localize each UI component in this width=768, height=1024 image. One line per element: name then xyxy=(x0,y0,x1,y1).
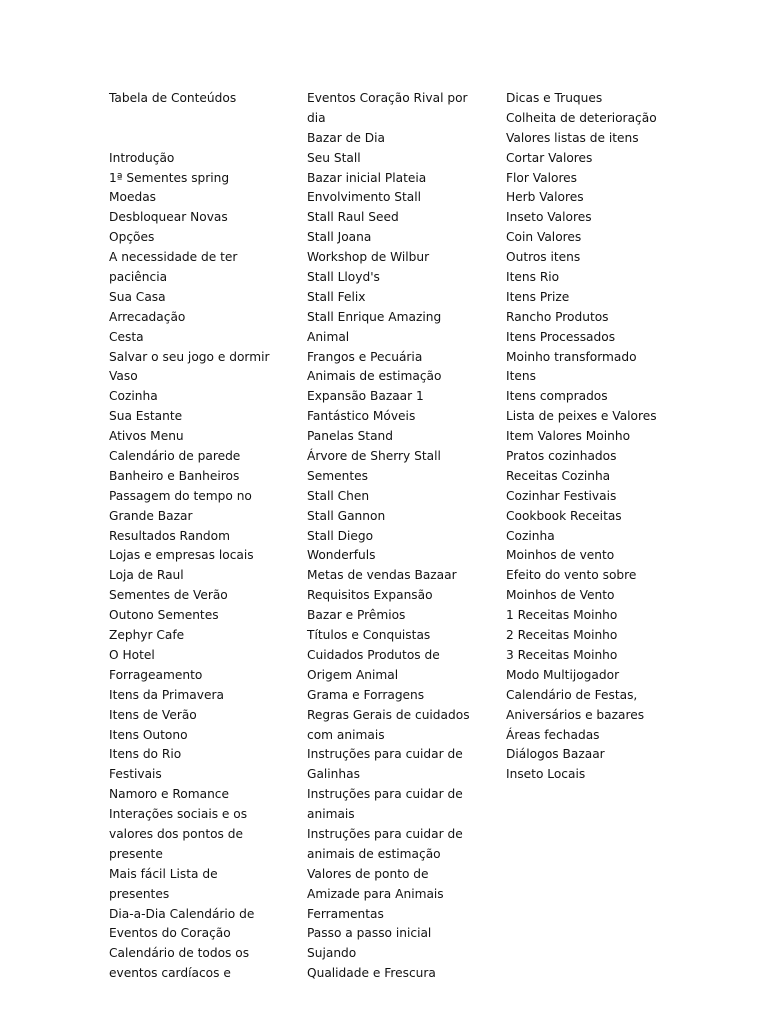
toc-entry: Passagem do tempo no xyxy=(109,488,252,503)
toc-entry: Sua Casa xyxy=(109,289,166,304)
toc-entry: Cozinha xyxy=(506,528,555,543)
toc-entry: Stall Raul Seed xyxy=(307,210,399,225)
toc-entry: Itens do Rio xyxy=(109,747,182,762)
toc-entry: Diálogos Bazaar xyxy=(506,747,605,762)
toc-entry: Stall Lloyd's xyxy=(307,270,380,285)
toc-entry: Aniversários e bazares xyxy=(506,707,645,722)
toc-entry: Cesta xyxy=(109,329,144,344)
toc-entry: Calendário de parede xyxy=(109,449,241,464)
toc-entry: Árvore de Sherry Stall xyxy=(307,449,441,464)
toc-entry: Outono Sementes xyxy=(109,608,219,623)
toc-entry: Eventos do Coração xyxy=(109,926,231,941)
toc-entry: Títulos e Conquistas xyxy=(307,628,431,643)
toc-entry: Passo a passo inicial xyxy=(307,926,432,941)
toc-entry: Itens Outono xyxy=(109,727,188,742)
toc-entry: Lista de peixes e Valores xyxy=(506,409,657,424)
toc-entry: Calendário de Festas, xyxy=(506,687,638,702)
toc-entry: Bazar de Dia xyxy=(307,130,385,145)
toc-entry: Itens da Primavera xyxy=(109,687,224,702)
toc-entry: Item Valores Moinho xyxy=(506,429,631,444)
toc-entry: Resultados Random xyxy=(109,528,230,543)
toc-entry: Sementes de Verão xyxy=(109,588,228,603)
toc-entry: Valores listas de itens xyxy=(506,130,639,145)
toc-entry: Animais de estimação xyxy=(307,369,442,384)
toc-entry: Grama e Forragens xyxy=(307,687,425,702)
toc-entry: Expansão Bazaar 1 xyxy=(307,389,424,404)
toc-entry: Amizade para Animais xyxy=(307,886,444,901)
toc-entry: Galinhas xyxy=(307,767,360,782)
toc-entry: valores dos pontos de xyxy=(109,826,244,841)
toc-entry: Coin Valores xyxy=(506,230,582,245)
toc-entry: Modo Multijogador xyxy=(506,667,620,682)
toc-entry: Sementes xyxy=(307,468,368,483)
toc-entry: Fantástico Móveis xyxy=(307,409,416,424)
toc-entry: Grande Bazar xyxy=(109,508,193,523)
toc-entry: Regras Gerais de cuidados xyxy=(307,707,470,722)
toc-entry: Bazar inicial Plateia xyxy=(307,170,427,185)
toc-entry: Moinho transformado xyxy=(506,349,637,364)
toc-entry: Receitas Cozinha xyxy=(506,468,611,483)
blank-line xyxy=(109,109,269,129)
toc-entry: Cookbook Receitas xyxy=(506,508,622,523)
toc-entry: animais xyxy=(307,807,355,822)
toc-entry: Zephyr Cafe xyxy=(109,628,185,643)
toc-entry: Eventos Coração Rival por xyxy=(307,91,468,105)
toc-entry: Moinhos de vento xyxy=(506,548,615,563)
toc-entry: Áreas fechadas xyxy=(506,727,600,742)
toc-entry: Itens Processados xyxy=(506,329,616,344)
blank-line xyxy=(109,129,269,149)
toc-entry: Loja de Raul xyxy=(109,568,184,583)
toc-entry: Itens xyxy=(506,369,536,384)
toc-entry: Namoro e Romance xyxy=(109,787,229,802)
toc-entry: Rancho Produtos xyxy=(506,309,609,324)
toc-entry: Sujando xyxy=(307,946,357,961)
toc-entry: Stall Enrique Amazing xyxy=(307,309,442,324)
toc-entry: Qualidade e Frescura xyxy=(307,966,436,981)
toc-entry: eventos cardíacos e xyxy=(109,966,231,981)
toc-entry: Instruções para cuidar de xyxy=(307,747,463,762)
toc-entry: Inseto Valores xyxy=(506,210,592,225)
toc-entry: Vaso xyxy=(109,369,138,384)
toc-entry: Workshop de Wilbur xyxy=(307,250,430,265)
toc-entry: Wonderfuls xyxy=(307,548,376,563)
toc-entry: Cuidados Produtos de xyxy=(307,647,440,662)
toc-entry: paciência xyxy=(109,270,168,285)
toc-entry: Interações sociais e os xyxy=(109,807,248,822)
toc-entry: Itens comprados xyxy=(506,389,608,404)
toc-entry: Banheiro e Banheiros xyxy=(109,468,240,483)
toc-entry: Requisitos Expansão xyxy=(307,588,433,603)
toc-entry: com animais xyxy=(307,727,385,742)
toc-entry: Instruções para cuidar de xyxy=(307,826,463,841)
toc-entry: Seu Stall xyxy=(307,150,361,165)
toc-entry: Ferramentas xyxy=(307,906,384,921)
toc-entry: Cortar Valores xyxy=(506,150,593,165)
toc-entry: Forrageamento xyxy=(109,667,203,682)
toc-entry: Opções xyxy=(109,230,155,245)
toc-entry: O Hotel xyxy=(109,647,155,662)
toc-entry: Lojas e empresas locais xyxy=(109,548,254,563)
toc-entry: dia xyxy=(307,110,326,125)
toc-entry: Pratos cozinhados xyxy=(506,449,617,464)
toc-entry: Stall Gannon xyxy=(307,508,386,523)
toc-entry: Itens Rio xyxy=(506,270,560,285)
toc-column-1 xyxy=(109,89,269,984)
toc-entry: Tabela de Conteúdos xyxy=(109,91,237,105)
toc-entry: presentes xyxy=(109,886,170,901)
toc-entry: Itens de Verão xyxy=(109,707,197,722)
toc-entry: Festivais xyxy=(109,767,162,782)
toc-entry: Ativos Menu xyxy=(109,429,184,444)
toc-entry: Introdução xyxy=(109,150,175,165)
toc-entry: Arrecadação xyxy=(109,309,186,324)
toc-entry: Dia-a-Dia Calendário de xyxy=(109,906,255,921)
toc-entry: Stall Diego xyxy=(307,528,374,543)
toc-entry: Moinhos de Vento xyxy=(506,588,615,603)
toc-entry: Itens Prize xyxy=(506,289,570,304)
toc-entry: Frangos e Pecuária xyxy=(307,349,423,364)
toc-entry: Panelas Stand xyxy=(307,429,394,444)
toc-entry: Animal xyxy=(307,329,350,344)
toc-entry: A necessidade de ter xyxy=(109,250,238,265)
toc-entry: Efeito do vento sobre xyxy=(506,568,637,583)
toc-entry: Valores de ponto de xyxy=(307,866,429,881)
toc-column-3 xyxy=(506,89,656,785)
toc-entry: presente xyxy=(109,846,163,861)
toc-entry: Stall Felix xyxy=(307,289,366,304)
toc-entry: Stall Chen xyxy=(307,488,370,503)
toc-entry: Metas de vendas Bazaar xyxy=(307,568,457,583)
toc-entry: 3 Receitas Moinho xyxy=(506,647,618,662)
toc-entry: Envolvimento Stall xyxy=(307,190,422,205)
toc-entry: Salvar o seu jogo e dormir xyxy=(109,349,270,364)
toc-entry: animais de estimação xyxy=(307,846,441,861)
toc-entry: Herb Valores xyxy=(506,190,584,205)
toc-entry: 2 Receitas Moinho xyxy=(506,628,618,643)
toc-entry: Outros itens xyxy=(506,250,581,265)
toc-entry: Mais fácil Lista de xyxy=(109,866,218,881)
toc-entry: Instruções para cuidar de xyxy=(307,787,463,802)
toc-entry: Bazar e Prêmios xyxy=(307,608,406,623)
toc-entry: Desbloquear Novas xyxy=(109,210,228,225)
toc-entry: Moedas xyxy=(109,190,157,205)
toc-entry: 1 Receitas Moinho xyxy=(506,608,618,623)
toc-entry: Stall Joana xyxy=(307,230,372,245)
toc-entry: Origem Animal xyxy=(307,667,399,682)
toc-entry: Cozinha xyxy=(109,389,158,404)
toc-entry: 1ª Sementes spring xyxy=(109,170,230,185)
toc-column-2 xyxy=(307,89,470,984)
toc-entry: Inseto Locais xyxy=(506,767,586,782)
toc-entry: Cozinhar Festivais xyxy=(506,488,617,503)
toc-entry: Sua Estante xyxy=(109,409,183,424)
toc-entry: Dicas e Truques xyxy=(506,91,603,105)
toc-entry: Colheita de deterioração xyxy=(506,110,657,125)
toc-entry: Flor Valores xyxy=(506,170,578,185)
toc-entry: Calendário de todos os xyxy=(109,946,250,961)
